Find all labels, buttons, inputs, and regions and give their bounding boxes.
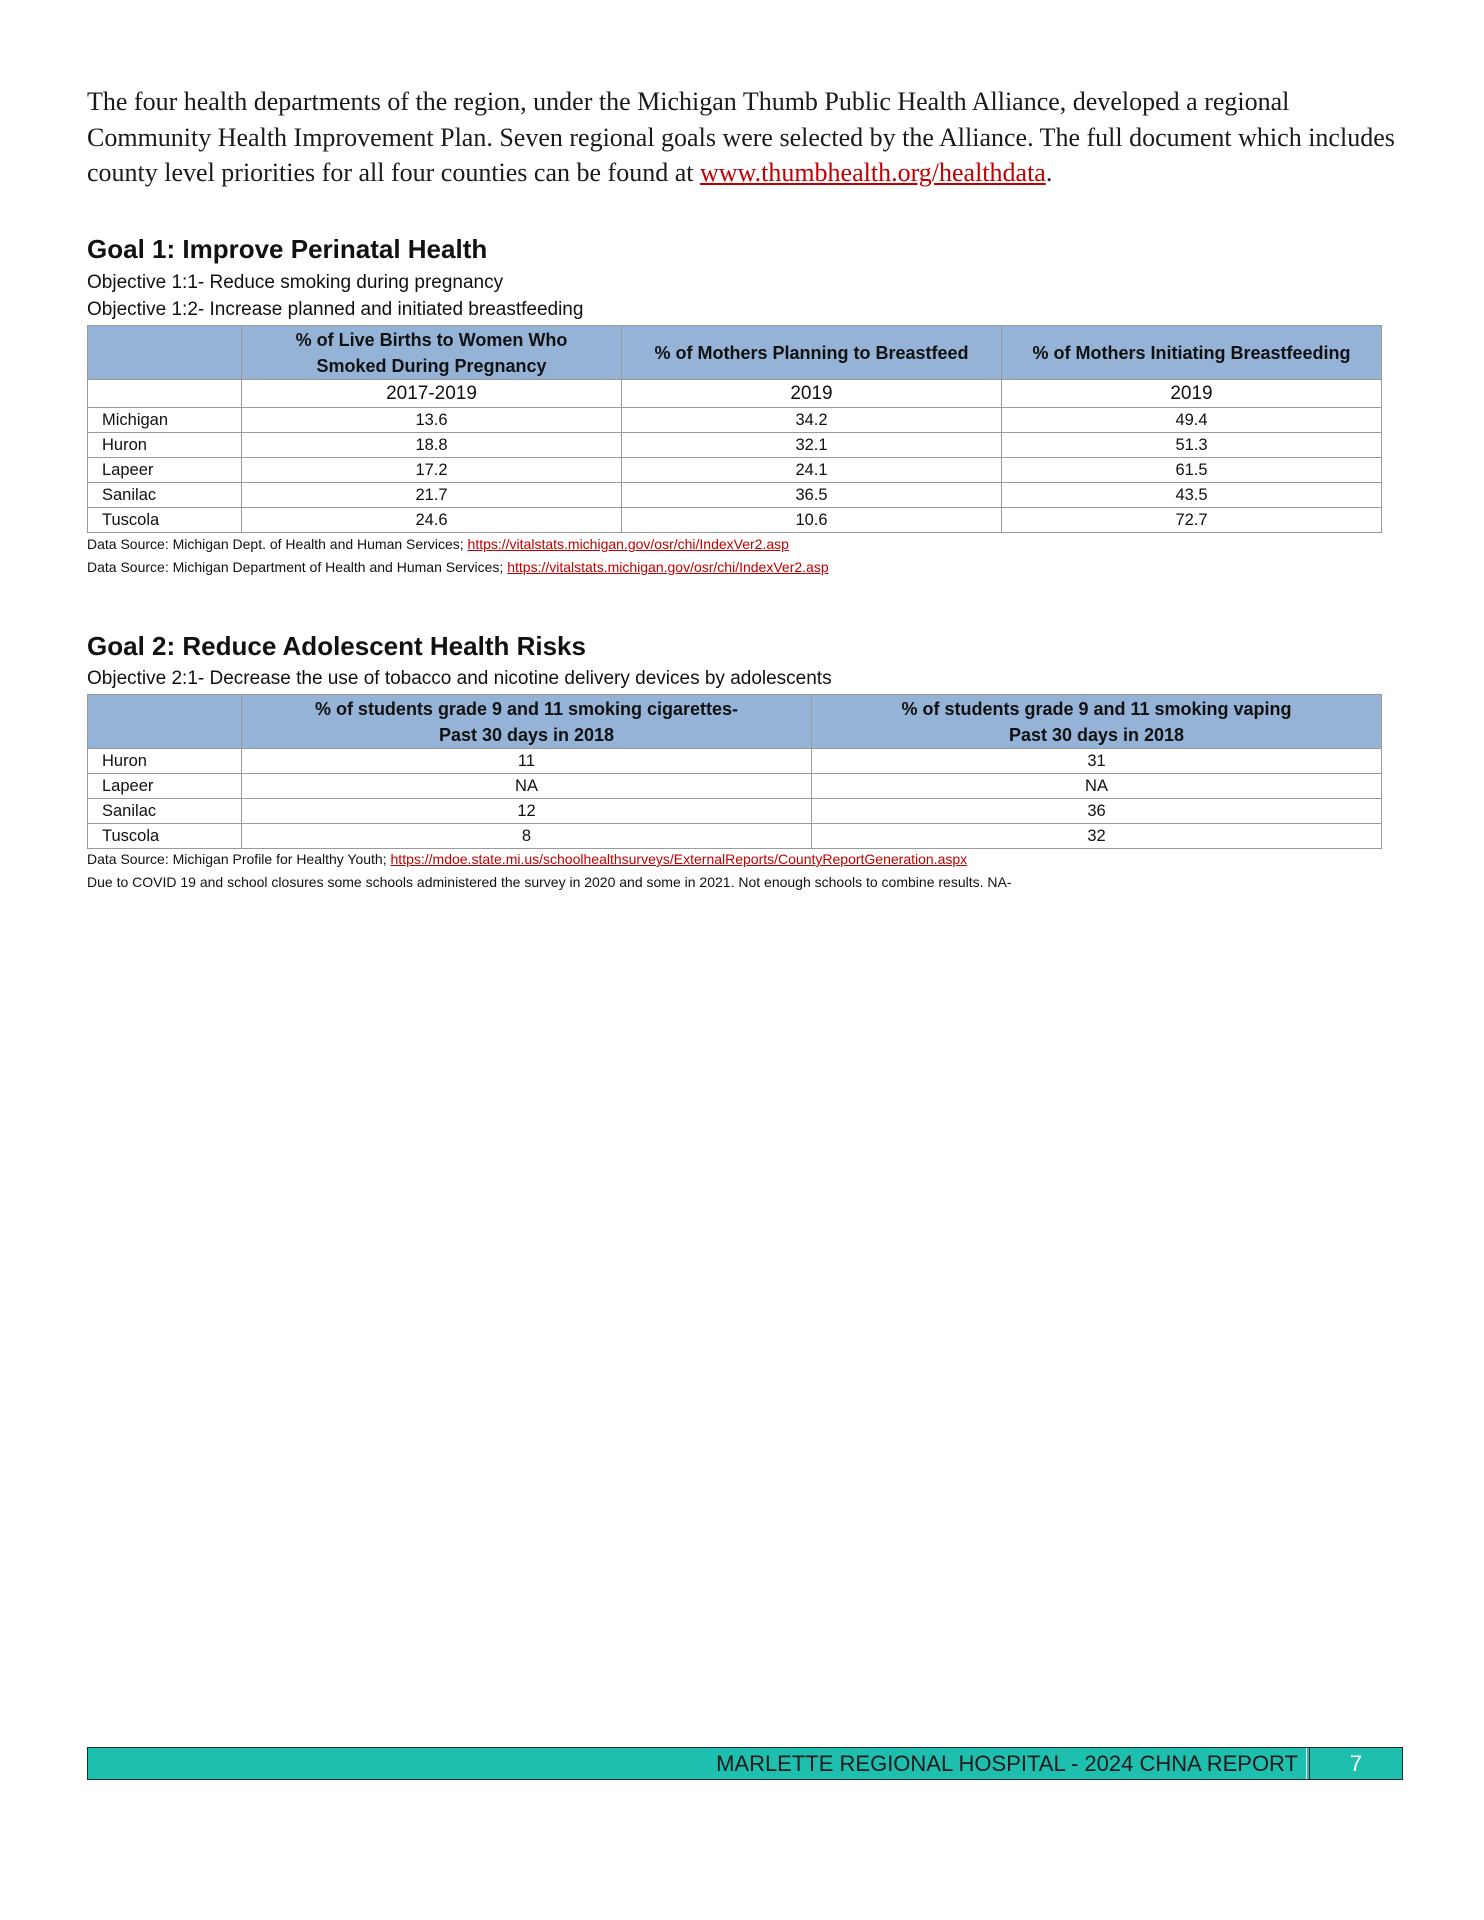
years-row bbox=[88, 380, 1382, 408]
value-cell: 18.8 bbox=[242, 433, 622, 458]
value-cell: NA bbox=[812, 774, 1382, 799]
value-cell: 49.4 bbox=[1002, 408, 1382, 433]
table-row bbox=[88, 508, 1382, 533]
header-smoking-vaping bbox=[812, 695, 1382, 749]
county-cell: Huron bbox=[88, 433, 242, 458]
footer-title: MARLETTE REGIONAL HOSPITAL - 2024 CHNA REPORT bbox=[716, 1751, 1298, 1776]
goal1-source-2 bbox=[87, 559, 829, 575]
goal1-objective1: Objective 1:1- Reduce smoking during pregnancy bbox=[87, 272, 504, 293]
header-line: Past 30 days in 2018 bbox=[1008, 724, 1185, 745]
table-row bbox=[88, 774, 1382, 799]
thumbhealth-link[interactable]: www.thumbhealth.org/healthdata bbox=[699, 158, 1046, 187]
value-cell: 36 bbox=[812, 799, 1382, 824]
goal2-note: Due to COVID 19 and school closures some schools administered the survey in 2020 and some in 2021. Not enough schools to combine results. NA- bbox=[87, 874, 1012, 890]
county-cell: Sanilac bbox=[88, 483, 242, 508]
value-cell: 31 bbox=[812, 749, 1382, 774]
intro-text: The four health departments of the region, under the Michigan Thumb Public Health Alliance, developed a regional Community Health Improvement Plan. Seven regional goals were selected by the Alliance. The full document which includes county level priorities for all four counties can be found at bbox=[87, 87, 1395, 187]
value-cell: 72.7 bbox=[1002, 508, 1382, 533]
page-number: 7 bbox=[1349, 1751, 1363, 1776]
goal1-source-1 bbox=[87, 536, 789, 552]
year-blank-cell bbox=[88, 380, 242, 408]
value-cell: 11 bbox=[242, 749, 812, 774]
header-line: % of students grade 9 and 11 smoking vaping bbox=[901, 698, 1292, 719]
value-cell: 21.7 bbox=[242, 483, 622, 508]
year-cell: 2019 bbox=[622, 380, 1002, 408]
source-label: Data Source: Michigan Profile for Healthy Youth; bbox=[87, 851, 391, 867]
year-cell: 2017-2019 bbox=[242, 380, 622, 408]
value-cell: 34.2 bbox=[622, 408, 1002, 433]
value-cell: 51.3 bbox=[1002, 433, 1382, 458]
value-cell: 32.1 bbox=[622, 433, 1002, 458]
value-cell: 10.6 bbox=[622, 508, 1002, 533]
year-cell: 2019 bbox=[1002, 380, 1382, 408]
header-smoking-cigarettes bbox=[242, 695, 812, 749]
goal2-title: Goal 2: Reduce Adolescent Health Risks bbox=[87, 631, 586, 661]
value-cell: 24.1 bbox=[622, 458, 1002, 483]
value-cell: 61.5 bbox=[1002, 458, 1382, 483]
value-cell: 12 bbox=[242, 799, 812, 824]
perinatal-health-table bbox=[87, 325, 1382, 533]
county-cell: Huron bbox=[88, 749, 242, 774]
header-line: Past 30 days in 2018 bbox=[438, 724, 615, 745]
table-header-row bbox=[88, 326, 1382, 380]
county-cell: Sanilac bbox=[88, 799, 242, 824]
table-row bbox=[88, 433, 1382, 458]
value-cell: 13.6 bbox=[242, 408, 622, 433]
value-cell: 36.5 bbox=[622, 483, 1002, 508]
table-row bbox=[88, 408, 1382, 433]
adolescent-health-table bbox=[87, 694, 1382, 849]
goal2-objective1: Objective 2:1- Decrease the use of tobacco and nicotine delivery devices by adolescents bbox=[87, 668, 832, 689]
goal2-source bbox=[87, 851, 967, 867]
table-header-row bbox=[88, 695, 1382, 749]
header-smoked-pregnancy: % of Live Births to Women Who Smoked During Pregnancy bbox=[242, 326, 622, 380]
vitalstats-link[interactable]: https://vitalstats.michigan.gov/osr/chi/IndexVer2.asp bbox=[467, 536, 789, 552]
county-cell: Lapeer bbox=[88, 458, 242, 483]
table-row bbox=[88, 799, 1382, 824]
table-row bbox=[88, 483, 1382, 508]
county-cell: Michigan bbox=[88, 408, 242, 433]
value-cell: 24.6 bbox=[242, 508, 622, 533]
header-planning-breastfeed: % of Mothers Planning to Breastfeed bbox=[622, 326, 1002, 380]
header-initiating-breastfeed: % of Mothers Initiating Breastfeeding bbox=[1002, 326, 1382, 380]
header-blank-cell bbox=[88, 695, 242, 749]
county-cell: Tuscola bbox=[88, 508, 242, 533]
source-label: Data Source: Michigan Department of Health and Human Services; bbox=[87, 559, 508, 575]
goal1-title: Goal 1: Improve Perinatal Health bbox=[87, 234, 488, 264]
value-cell: 43.5 bbox=[1002, 483, 1382, 508]
source-label: Data Source: Michigan Dept. of Health and Human Services; bbox=[87, 536, 468, 552]
table-row bbox=[88, 824, 1382, 849]
mdoe-link[interactable]: https://mdoe.state.mi.us/schoolhealthsurveys/ExternalReports/CountyReportGeneration.aspx bbox=[390, 851, 968, 867]
intro-period: . bbox=[1045, 158, 1053, 187]
header-line: % of students grade 9 and 11 smoking cigarettes- bbox=[314, 698, 739, 719]
header-blank-cell bbox=[88, 326, 242, 380]
value-cell: 17.2 bbox=[242, 458, 622, 483]
county-cell: Tuscola bbox=[88, 824, 242, 849]
county-cell: Lapeer bbox=[88, 774, 242, 799]
value-cell: 8 bbox=[242, 824, 812, 849]
table-row bbox=[88, 749, 1382, 774]
vitalstats-link[interactable]: https://vitalstats.michigan.gov/osr/chi/IndexVer2.asp bbox=[507, 559, 829, 575]
table-row bbox=[88, 458, 1382, 483]
value-cell: 32 bbox=[812, 824, 1382, 849]
intro-paragraph bbox=[87, 84, 1407, 191]
footer-bar bbox=[87, 1747, 1403, 1780]
value-cell: NA bbox=[242, 774, 812, 799]
goal1-objective2: Objective 1:2- Increase planned and initiated breastfeeding bbox=[87, 299, 584, 320]
